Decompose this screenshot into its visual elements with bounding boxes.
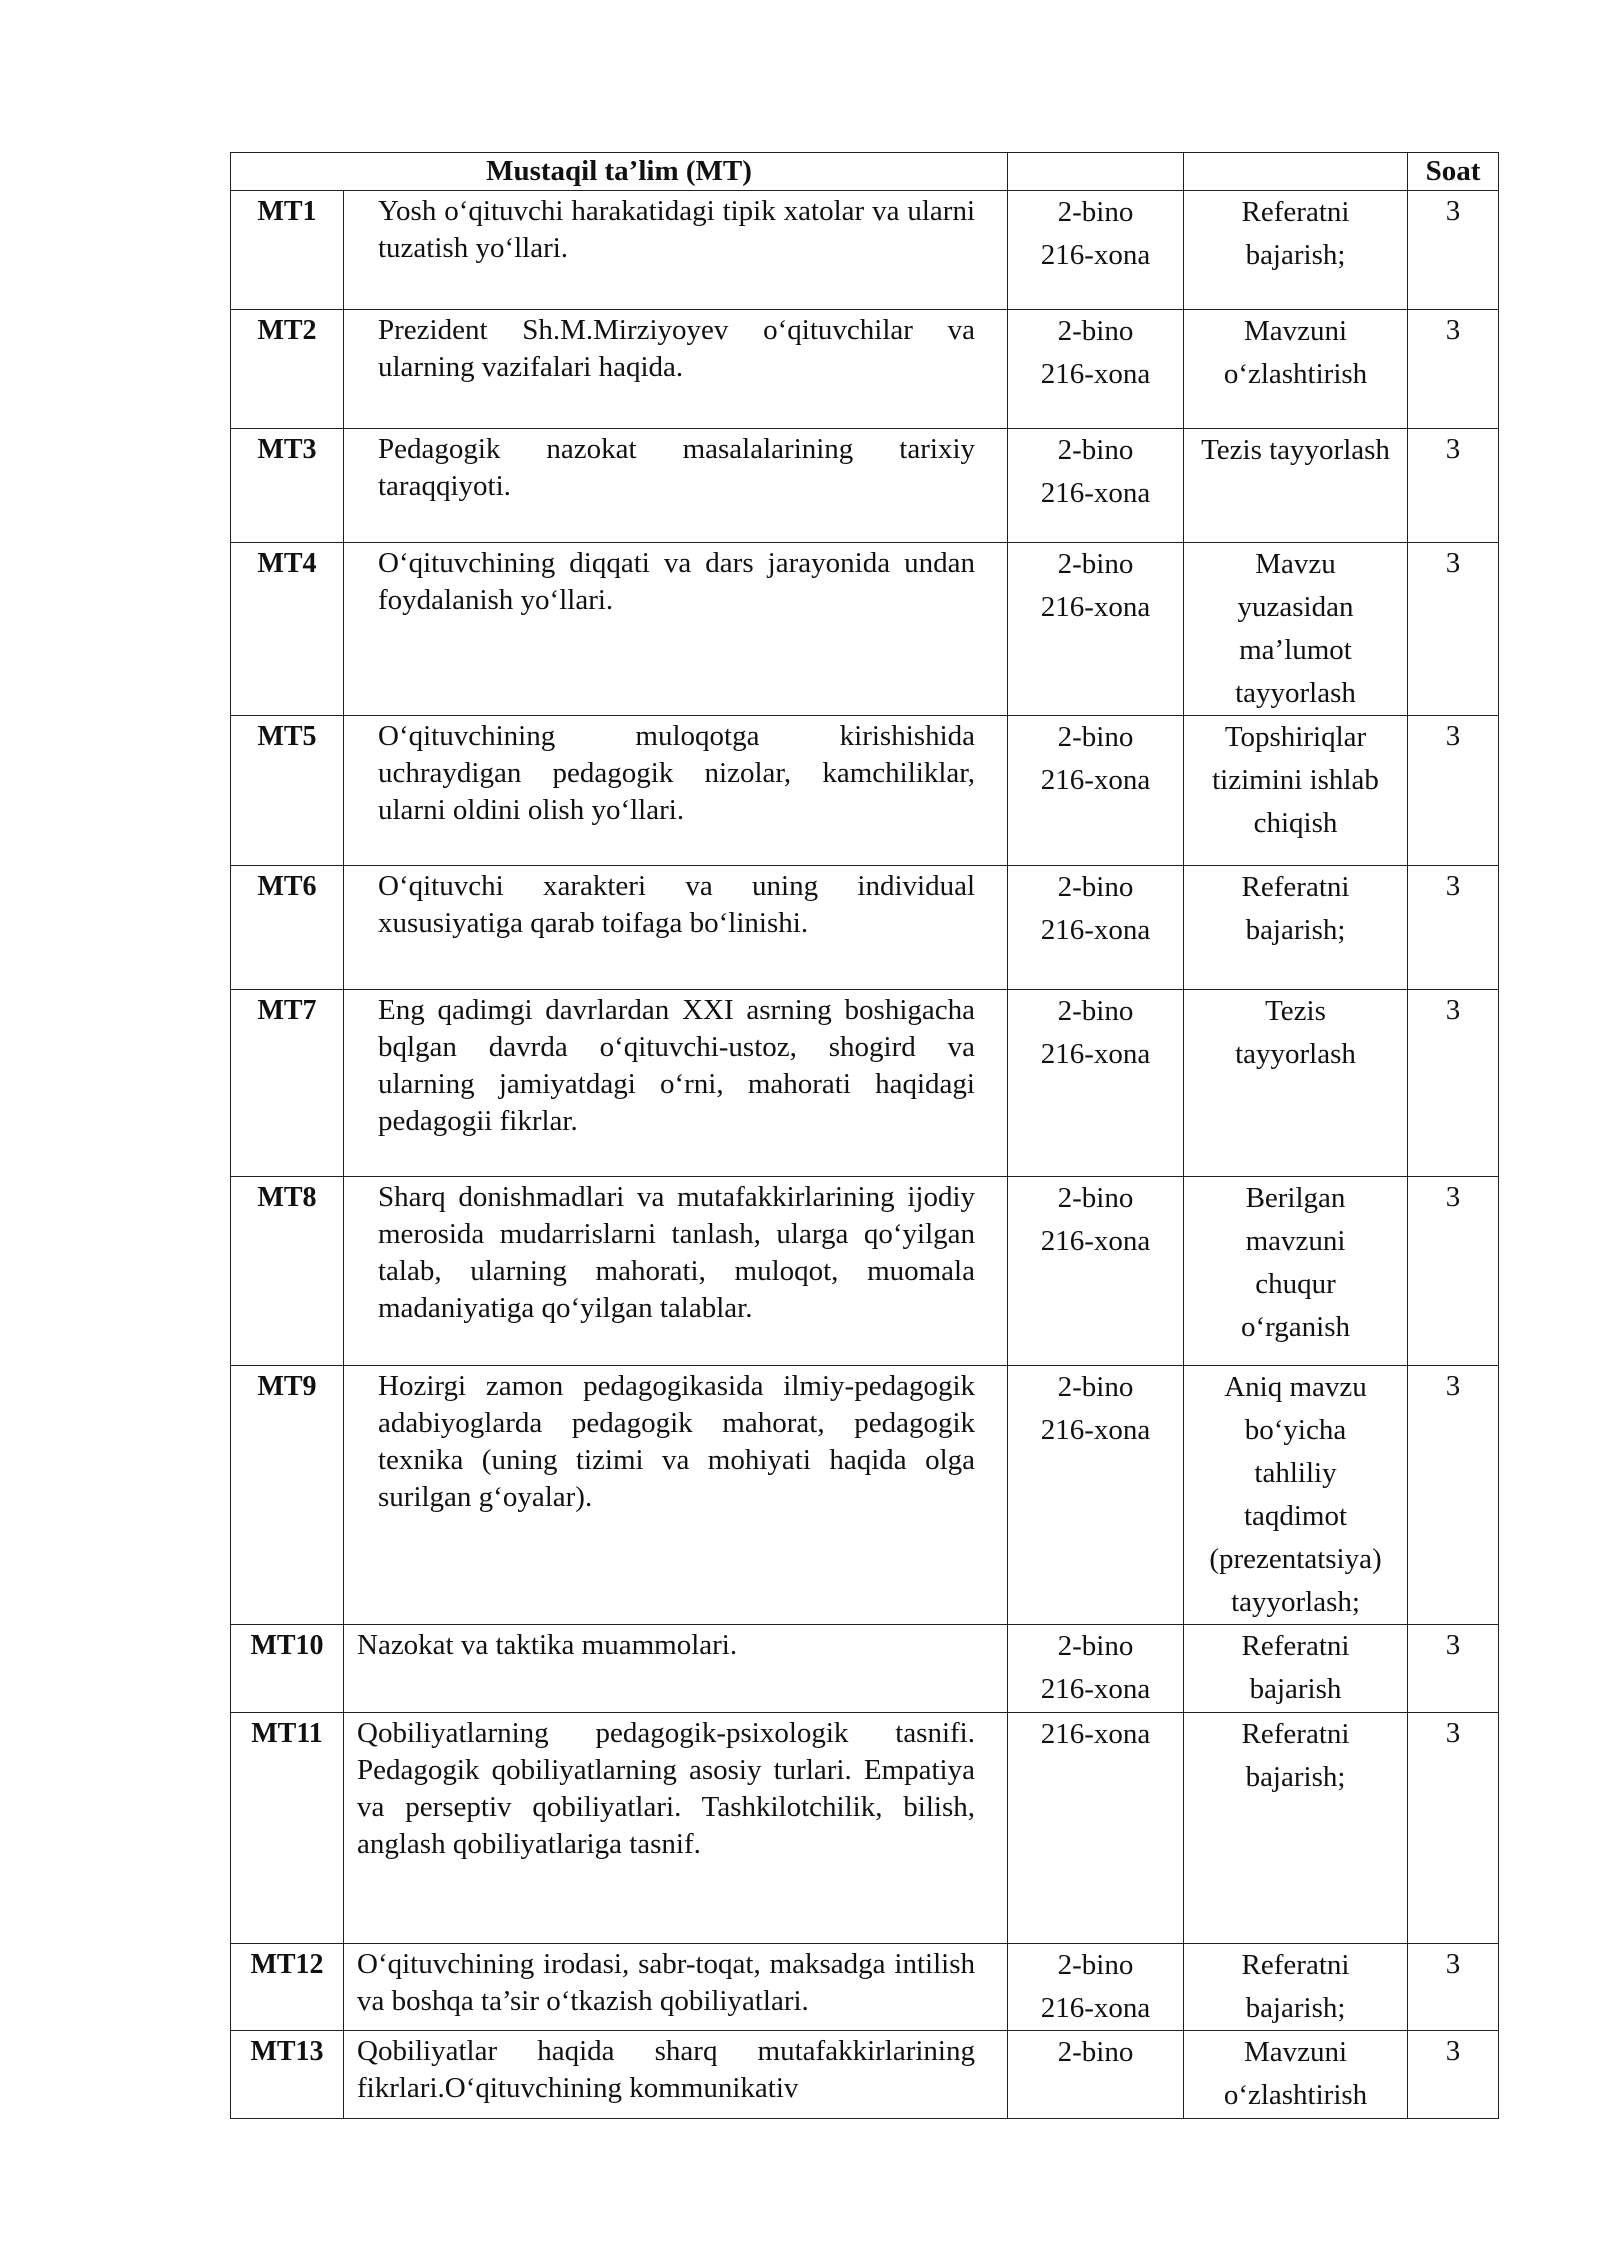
row-task-form bbox=[1184, 543, 1408, 716]
table-row bbox=[231, 191, 1499, 310]
task-form-line: tahliliy bbox=[1254, 1457, 1337, 1489]
table-row bbox=[231, 990, 1499, 1177]
task-form-line: tayyorlash bbox=[1235, 677, 1356, 709]
row-code: MT8 bbox=[231, 1177, 344, 1366]
row-topic: Qobiliyatlar haqida sharq mutafakkirlarining fikrlari.O‘qituvchining kommunikativ bbox=[344, 2031, 1008, 2119]
location-line: 2-bino bbox=[1057, 995, 1134, 1027]
row-hours: 3 bbox=[1408, 1944, 1499, 2031]
row-location bbox=[1008, 429, 1184, 543]
task-form-line: Referatni bbox=[1241, 1949, 1350, 1981]
row-topic: Prezident Sh.M.Mirziyoyev o‘qituvchilar va ularning vazifalari haqida. bbox=[344, 310, 1008, 429]
table-row bbox=[231, 866, 1499, 990]
task-form-line: Referatni bbox=[1241, 196, 1350, 228]
row-code: MT11 bbox=[231, 1713, 344, 1944]
table-row bbox=[231, 1177, 1499, 1366]
row-hours: 3 bbox=[1408, 990, 1499, 1177]
location-line: 2-bino bbox=[1057, 434, 1134, 466]
location-line: 2-bino bbox=[1057, 315, 1134, 347]
row-location bbox=[1008, 1366, 1184, 1625]
row-task-form bbox=[1184, 716, 1408, 866]
row-topic: Qobiliyatlarning pedagogik-psixologik tasnifi. Pedagogik qobiliyatlarning asosiy turlari. Empatiya va perseptiv qobiliyatlari. Tashkilotchilik, bilish, anglash qobiliyatlariga tasnif. bbox=[344, 1713, 1008, 1944]
location-line: 216-xona bbox=[1040, 1718, 1151, 1750]
row-code: MT10 bbox=[231, 1625, 344, 1713]
row-code: MT6 bbox=[231, 866, 344, 990]
table-row bbox=[231, 1366, 1499, 1625]
task-form-line: chiqish bbox=[1253, 807, 1338, 839]
row-task-form bbox=[1184, 191, 1408, 310]
row-topic: Yosh o‘qituvchi harakatidagi tipik xatolar va ularni tuzatish yo‘llari. bbox=[344, 191, 1008, 310]
row-code: MT3 bbox=[231, 429, 344, 543]
task-form-line: bajarish bbox=[1249, 1673, 1342, 1705]
task-form-line: o‘zlashtirish bbox=[1223, 2079, 1368, 2111]
table-row bbox=[231, 1944, 1499, 2031]
location-line: 2-bino bbox=[1057, 1371, 1134, 1403]
location-line: 216-xona bbox=[1040, 239, 1151, 271]
location-line: 2-bino bbox=[1057, 2036, 1134, 2068]
row-topic: Sharq donishmadlari va mutafakkirlarining ijodiy merosida mudarrislarni tanlash, ularga qo‘yilgan talab, ularning mahorati, muloqot, muomala madaniyatiga qo‘yilgan talablar. bbox=[344, 1177, 1008, 1366]
row-task-form bbox=[1184, 1366, 1408, 1625]
row-location bbox=[1008, 543, 1184, 716]
row-hours: 3 bbox=[1408, 716, 1499, 866]
task-form-line: Aniq mavzu bbox=[1224, 1371, 1367, 1403]
task-form-line: Referatni bbox=[1241, 871, 1350, 903]
row-task-form bbox=[1184, 1713, 1408, 1944]
row-task-form bbox=[1184, 990, 1408, 1177]
location-line: 216-xona bbox=[1040, 477, 1151, 509]
task-form-line: bajarish; bbox=[1245, 1761, 1346, 1793]
task-form-line: ma’lumot bbox=[1239, 634, 1352, 666]
row-location bbox=[1008, 191, 1184, 310]
task-form-line: tayyorlash bbox=[1235, 1038, 1356, 1070]
row-location bbox=[1008, 866, 1184, 990]
location-line: 216-xona bbox=[1040, 1673, 1151, 1705]
row-task-form bbox=[1184, 2031, 1408, 2119]
table-row bbox=[231, 310, 1499, 429]
row-code: MT5 bbox=[231, 716, 344, 866]
row-hours: 3 bbox=[1408, 1366, 1499, 1625]
table-title: Mustaqil ta’lim (MT) bbox=[231, 153, 1008, 191]
header-form-cell bbox=[1184, 153, 1408, 191]
independent-study-table bbox=[230, 152, 1499, 2119]
location-line: 2-bino bbox=[1057, 1182, 1134, 1214]
row-topic: O‘qituvchining irodasi, sabr-toqat, maksadga intilish va boshqa ta’sir o‘tkazish qobiliyatlari. bbox=[344, 1944, 1008, 2031]
task-form-line: Mavzuni bbox=[1243, 315, 1348, 347]
row-location bbox=[1008, 1625, 1184, 1713]
location-line: 2-bino bbox=[1057, 1949, 1134, 1981]
task-form-line: taqdimot bbox=[1243, 1500, 1348, 1532]
row-code: MT9 bbox=[231, 1366, 344, 1625]
task-form-line: Referatni bbox=[1241, 1630, 1350, 1662]
row-hours: 3 bbox=[1408, 1625, 1499, 1713]
row-hours: 3 bbox=[1408, 1713, 1499, 1944]
location-line: 2-bino bbox=[1057, 548, 1134, 580]
location-line: 216-xona bbox=[1040, 358, 1151, 390]
row-topic: Hozirgi zamon pedagogikasida ilmiy-pedagogik adabiyoglarda pedagogik mahorat, pedagogik texnika (uning tizimi va mohiyati haqida olga surilgan g‘oyalar). bbox=[344, 1366, 1008, 1625]
row-task-form bbox=[1184, 866, 1408, 990]
location-line: 216-xona bbox=[1040, 1992, 1151, 2024]
row-location bbox=[1008, 2031, 1184, 2119]
header-place-cell bbox=[1008, 153, 1184, 191]
task-form-line: bo‘yicha bbox=[1244, 1414, 1347, 1446]
row-task-form bbox=[1184, 1177, 1408, 1366]
row-code: MT1 bbox=[231, 191, 344, 310]
task-form-line: o‘rganish bbox=[1240, 1311, 1350, 1343]
row-hours: 3 bbox=[1408, 2031, 1499, 2119]
table-row bbox=[231, 1625, 1499, 1713]
task-form-line: o‘zlashtirish bbox=[1223, 358, 1368, 390]
row-topic: Pedagogik nazokat masalalarining tarixiy taraqqiyoti. bbox=[344, 429, 1008, 543]
task-form-line: yuzasidan bbox=[1237, 591, 1354, 623]
table-row bbox=[231, 2031, 1499, 2119]
row-location bbox=[1008, 990, 1184, 1177]
location-line: 216-xona bbox=[1040, 1414, 1151, 1446]
row-hours: 3 bbox=[1408, 191, 1499, 310]
table-row bbox=[231, 1713, 1499, 1944]
row-code: MT7 bbox=[231, 990, 344, 1177]
task-form-line: Berilgan bbox=[1245, 1182, 1346, 1214]
table-row bbox=[231, 429, 1499, 543]
row-location bbox=[1008, 310, 1184, 429]
task-form-line: bajarish; bbox=[1245, 914, 1346, 946]
location-line: 2-bino bbox=[1057, 721, 1134, 753]
row-location bbox=[1008, 1177, 1184, 1366]
task-form-line: Topshiriqlar bbox=[1224, 721, 1367, 753]
row-task-form bbox=[1184, 310, 1408, 429]
row-topic: O‘qituvchining diqqati va dars jarayonida undan foydalanish yo‘llari. bbox=[344, 543, 1008, 716]
location-line: 216-xona bbox=[1040, 1038, 1151, 1070]
table-row bbox=[231, 716, 1499, 866]
row-hours: 3 bbox=[1408, 543, 1499, 716]
header-hours: Soat bbox=[1408, 153, 1499, 191]
task-form-line: Referatni bbox=[1241, 1718, 1350, 1750]
row-task-form bbox=[1184, 1944, 1408, 2031]
table-header-row bbox=[231, 153, 1499, 191]
location-line: 216-xona bbox=[1040, 1225, 1151, 1257]
row-code: MT4 bbox=[231, 543, 344, 716]
task-form-line: bajarish; bbox=[1245, 1992, 1346, 2024]
location-line: 216-xona bbox=[1040, 914, 1151, 946]
table-row bbox=[231, 543, 1499, 716]
task-form-line: (prezentatsiya) bbox=[1209, 1543, 1382, 1575]
row-location bbox=[1008, 1713, 1184, 1944]
row-topic: O‘qituvchi xarakteri va uning individual xususiyatiga qarab toifaga bo‘linishi. bbox=[344, 866, 1008, 990]
task-form-line: bajarish; bbox=[1245, 239, 1346, 271]
task-form-line: mavzuni bbox=[1245, 1225, 1346, 1257]
row-location bbox=[1008, 716, 1184, 866]
row-code: MT12 bbox=[231, 1944, 344, 2031]
task-form-line: Mavzuni bbox=[1243, 2036, 1348, 2068]
row-hours: 3 bbox=[1408, 1177, 1499, 1366]
row-hours: 3 bbox=[1408, 866, 1499, 990]
row-hours: 3 bbox=[1408, 310, 1499, 429]
document-page bbox=[230, 152, 1498, 2119]
row-task-form bbox=[1184, 1625, 1408, 1713]
location-line: 216-xona bbox=[1040, 764, 1151, 796]
task-form-line: Tezis bbox=[1265, 995, 1326, 1027]
task-form-line: tayyorlash; bbox=[1231, 1586, 1360, 1618]
task-form-line: Mavzu bbox=[1255, 548, 1336, 580]
location-line: 2-bino bbox=[1057, 196, 1134, 228]
row-location bbox=[1008, 1944, 1184, 2031]
row-topic: Eng qadimgi davrlardan XXI asrning boshigacha bqlgan davrda o‘qituvchi-ustoz, shogird va ularning jamiyatdagi o‘rni, mahorati haqidagi pedagogii fikrlar. bbox=[344, 990, 1008, 1177]
row-task-form bbox=[1184, 429, 1408, 543]
task-form-line: chuqur bbox=[1255, 1268, 1336, 1300]
location-line: 2-bino bbox=[1057, 871, 1134, 903]
location-line: 2-bino bbox=[1057, 1630, 1134, 1662]
row-code: MT2 bbox=[231, 310, 344, 429]
row-topic: Nazokat va taktika muammolari. bbox=[344, 1625, 1008, 1713]
row-code: MT13 bbox=[231, 2031, 344, 2119]
location-line: 216-xona bbox=[1040, 591, 1151, 623]
row-topic: O‘qituvchining muloqotga kirishishida uchraydigan pedagogik nizolar, kamchiliklar, ularni oldini olish yo‘llari. bbox=[344, 716, 1008, 866]
task-form-line: tizimini ishlab bbox=[1212, 764, 1379, 796]
task-form-line: Tezis tayyorlash bbox=[1201, 434, 1390, 466]
row-hours: 3 bbox=[1408, 429, 1499, 543]
